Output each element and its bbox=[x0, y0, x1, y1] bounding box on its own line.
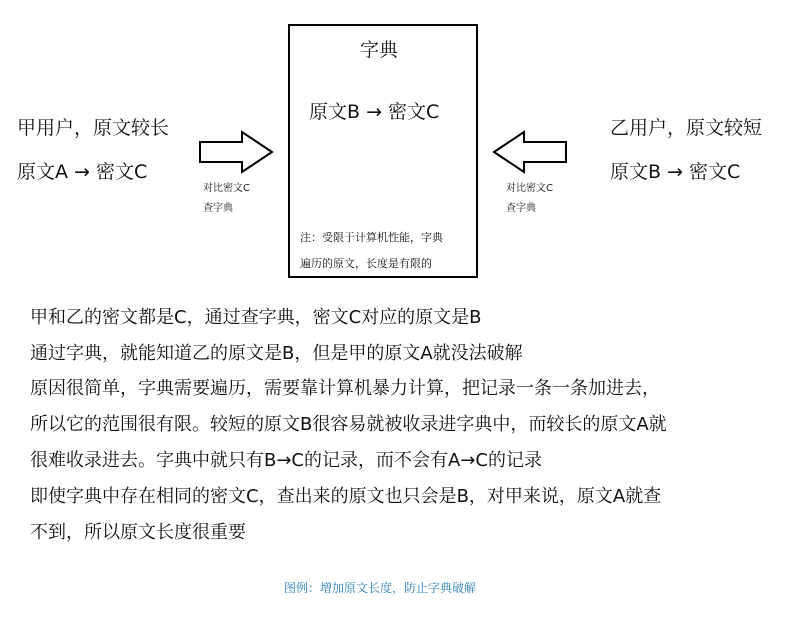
right-user-title: 乙用户，原文较短 bbox=[610, 117, 763, 139]
right-arrow-label-compare: 对比密文C bbox=[506, 183, 553, 194]
left-arrow-label-compare: 对比密文C bbox=[203, 183, 250, 194]
right-user-mapping: 原文B → 密文C bbox=[610, 161, 741, 183]
explanation-line-4: 所以它的范围很有限。较短的原文B很容易就被收录进字典中，而较长的原文A就 bbox=[30, 414, 667, 435]
explanation-line-6: 即使字典中存在相同的密文C，查出来的原文也只会是B，对甲来说，原文A就查 bbox=[30, 486, 662, 507]
left-user-title: 甲用户，原文较长 bbox=[17, 117, 170, 139]
dictionary-mapping: 原文B → 密文C bbox=[309, 101, 440, 123]
left-arrow-icon bbox=[492, 130, 568, 174]
explanation-line-2: 通过字典，就能知道乙的原文是B，但是甲的原文A就没法破解 bbox=[30, 343, 523, 364]
left-user-mapping: 原文A → 密文C bbox=[17, 161, 148, 183]
dictionary-note-line1: 注：受限于计算机性能，字典 bbox=[300, 231, 443, 244]
left-arrow-label-lookup: 查字典 bbox=[203, 203, 233, 214]
dictionary-title: 字典 bbox=[360, 39, 399, 61]
right-arrow-label-lookup: 查字典 bbox=[506, 203, 536, 214]
explanation-line-3: 原因很简单，字典需要遍历，需要靠计算机暴力计算，把记录一条一条加进去， bbox=[30, 378, 660, 399]
explanation-line-1: 甲和乙的密文都是C，通过查字典，密文C对应的原文是B bbox=[30, 307, 482, 328]
dictionary-note-line2: 遍历的原文，长度是有限的 bbox=[300, 257, 432, 270]
figure-caption: 图例：增加原文长度，防止字典破解 bbox=[284, 581, 477, 595]
explanation-line-7: 不到，所以原文长度很重要 bbox=[30, 522, 246, 543]
right-arrow-icon bbox=[198, 130, 274, 174]
explanation-line-5: 很难收录进去。字典中就只有B→C的记录，而不会有A→C的记录 bbox=[30, 450, 542, 471]
